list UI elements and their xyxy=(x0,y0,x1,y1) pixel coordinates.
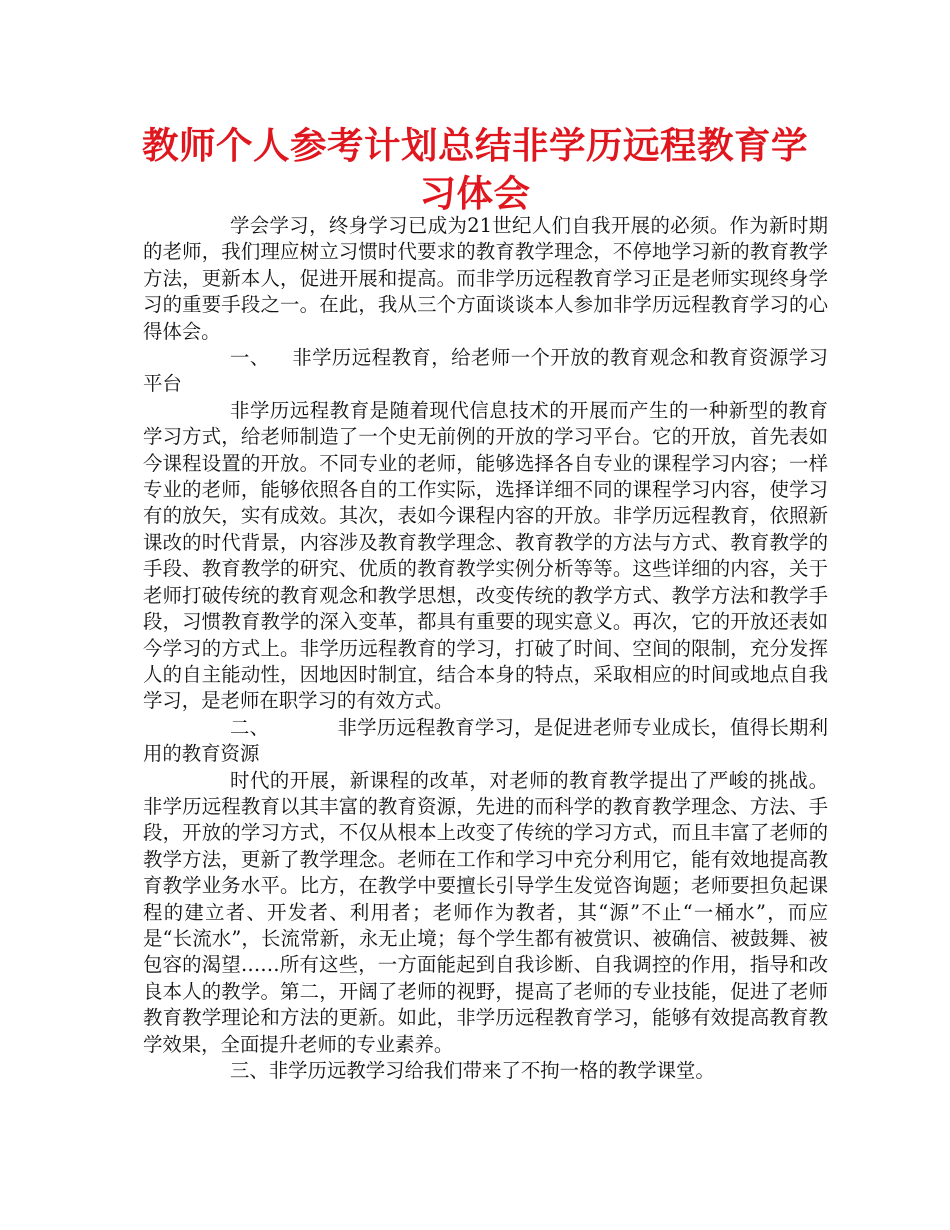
section-number-2: 二、 xyxy=(230,715,270,739)
section-number-1: 一、 xyxy=(230,346,270,370)
section-heading-2-text: 非学历远程教育学习，是促进老师专业成长，值得长期利用的教育资源 xyxy=(143,715,829,766)
section-heading-2 xyxy=(143,715,828,768)
document-body xyxy=(143,213,828,1084)
section-heading-1 xyxy=(143,345,828,398)
section-heading-1-text: 非学历远程教育，给老师一个开放的教育观念和教育资源学习平台 xyxy=(143,346,829,396)
section-2-paragraph: 时代的开展，新课程的改革，对老师的教育教学提出了严峻的挑战。非学历远程教育以其丰富的教育资源，先进的而科学的教育教学理念、方法、手段，开放的学习方式，不仅从根本上改变了传统的学习方式，而且丰富了老师的教学方法，更新了教学理念。老师在工作和学习中充分利用它，能有效地提高教育教学业务水平。比方，在教学中要擅长引导学生发觉咨询题；老师要担负起课程的建立者、开发者、利用者；老师作为教者，其“源”不止“一桶水”，而应是“长流水”，长流常新，永无止境；每个学生都有被赏识、被确信、被鼓舞、被包容的渴望……所有这些，一方面能起到自我诊断、自我调控的作用，指导和改良本人的教学。第二，开阔了老师的视野，提高了老师的专业技能，促进了老师教育教学理论和方法的更新。如此，非学历远程教育学习，能够有效提高教育教学效果，全面提升老师的专业素养。 xyxy=(143,768,828,1056)
document-title: 教师个人参考计划总结非学历远程教育学习体会 xyxy=(142,124,808,215)
intro-paragraph: 学会学习，终身学习已成为21世纪人们自我开展的必须。作为新时期的老师，我们理应树立习惯时代要求的教育教学理念，不停地学习新的教育教学方法，更新本人，促进开展和提高。而非学历远程教育学习正是老师实现终身学习的重要手段之一。在此，我从三个方面谈谈本人参加非学历远程教育学习的心得体会。 xyxy=(143,214,828,343)
section-1-paragraph: 非学历远程教育是随着现代信息技术的开展而产生的一种新型的教育学习方式，给老师制造了一个史无前例的开放的学习平台。它的开放，首先表如今课程设置的开放。不同专业的老师，能够选择各自专业的课程学习内容；一样专业的老师，能够依照各自的工作实际，选择详细不同的课程学习内容，使学习有的放矢，实有成效。其次，表如今课程内容的开放。非学历远程教育，依照新课改的时代背景，内容涉及教育教学理念、教育教学的方法与方式、教育教学的手段、教育教学的研究、优质的教育教学实例分析等等。这些详细的内容，关于老师打破传统的教育观念和教学思想，改变传统的教学方式、教学方法和教学手段，习惯教育教学的深入变革，都具有重要的现实意义。再次，它的开放还表如今学习的方式上。非学历远程教育的学习，打破了时间、空间的限制，充分发挥人的自主能动性，因地因时制宜，结合本身的特点，采取相应的时间或地点自我学习，是老师在职学习的有效方式。 xyxy=(143,398,828,713)
section-heading-3: 三、非学历远教学习给我们带来了不拘一格的教学课堂。 xyxy=(230,1059,715,1082)
